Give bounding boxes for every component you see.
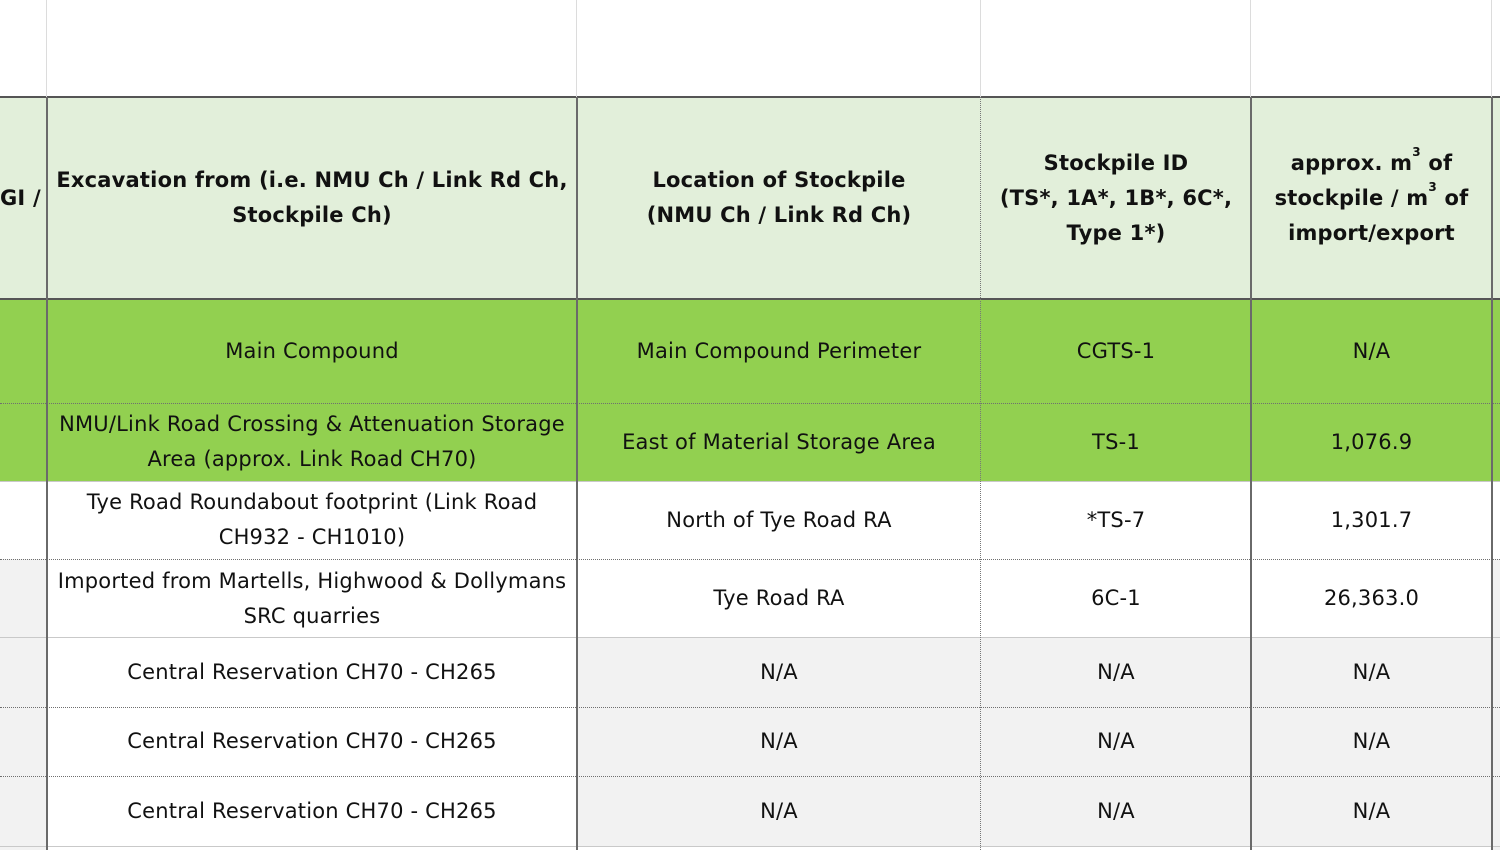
- gridline: [1491, 97, 1493, 850]
- row-7-stockpile-id[interactable]: [981, 776, 1251, 846]
- cell-text: 6C-1: [1091, 586, 1141, 610]
- row-7-location[interactable]: [577, 776, 981, 846]
- row-3-left-cell[interactable]: [0, 481, 47, 559]
- row-3-right-cell[interactable]: [1492, 481, 1500, 559]
- cell-text: East of Material Storage Area: [622, 429, 936, 454]
- cell-text: 1,076.9: [1330, 429, 1413, 454]
- header-stockpile-id[interactable]: [981, 97, 1251, 299]
- gridline: [980, 97, 981, 850]
- row-4-right-cell[interactable]: [1492, 559, 1500, 638]
- row-2-excavation-from[interactable]: [47, 403, 577, 481]
- row-1-volume[interactable]: [1251, 299, 1492, 403]
- gridline: [0, 298, 1500, 300]
- cell-text: *TS-7: [1086, 507, 1146, 532]
- cell-text: North of Tye Road RA: [666, 507, 892, 532]
- row-1-excavation-from[interactable]: [47, 299, 577, 403]
- volume-text-a: approx. m: [1290, 150, 1413, 175]
- cell-text: 26,363.0: [1323, 586, 1420, 610]
- row-2-stockpile-id[interactable]: [981, 403, 1251, 481]
- header-partial-label: GI /: [0, 185, 41, 210]
- row-3-stockpile-id[interactable]: [981, 481, 1251, 559]
- cell-text: N/A: [760, 729, 798, 753]
- cell-text: N/A: [1352, 660, 1391, 684]
- row-3-excavation-from[interactable]: [47, 481, 577, 559]
- empty-cell[interactable]: [47, 0, 577, 97]
- cell-text: CGTS-1: [1076, 338, 1156, 363]
- cell-text: N/A: [760, 798, 798, 823]
- row-4-excavation-from[interactable]: [47, 559, 577, 638]
- volume-text-b: of stockpile / m: [1274, 150, 1453, 210]
- superscript-3: 3: [1428, 179, 1437, 194]
- cell-text: Central Reservation CH70 - CH265: [127, 729, 497, 753]
- row-5-excavation-from[interactable]: [47, 638, 577, 707]
- empty-cell[interactable]: [1251, 0, 1492, 97]
- gridline: [0, 637, 1500, 638]
- cell-text: N/A: [1352, 338, 1391, 363]
- gridline: [0, 707, 1500, 708]
- cell-text: Central Reservation CH70 - CH265: [127, 660, 497, 684]
- gridline: [0, 403, 1500, 404]
- row-3-location[interactable]: [577, 481, 981, 559]
- gridline: [0, 481, 1500, 482]
- row-7-right-cell[interactable]: [1492, 776, 1500, 850]
- superscript-3: 3: [1412, 144, 1421, 159]
- gridline: [1250, 0, 1251, 97]
- cell-text: Main Compound: [225, 338, 399, 363]
- header-excavation-from-label: Excavation from (i.e. NMU Ch / Link Rd Ch, Stockpile Ch): [56, 168, 568, 227]
- header-location-label: Location of Stockpile (NMU Ch / Link Rd Ch): [646, 168, 912, 227]
- empty-cell[interactable]: [0, 0, 47, 97]
- row-6-location[interactable]: [577, 707, 981, 776]
- gridline: [980, 0, 981, 97]
- empty-cell[interactable]: [1492, 0, 1500, 97]
- header-approx-volume[interactable]: [1251, 97, 1492, 299]
- gridline: [576, 97, 578, 850]
- gridline: [0, 559, 1500, 560]
- gridline: [1250, 97, 1252, 850]
- header-approx-volume-label: [1275, 146, 1469, 251]
- row-2-left-cell[interactable]: [0, 403, 47, 481]
- row-3-volume[interactable]: [1251, 481, 1492, 559]
- cell-text: Central Reservation CH70 - CH265: [127, 798, 497, 823]
- cell-text: N/A: [1097, 729, 1135, 753]
- row-4-stockpile-id[interactable]: [981, 559, 1251, 638]
- cell-text: N/A: [1352, 798, 1391, 823]
- gridline: [0, 96, 1500, 98]
- gridline: [1491, 0, 1492, 97]
- row-1-left-cell[interactable]: [0, 299, 47, 403]
- gridline: [0, 776, 1500, 777]
- gridline: [46, 97, 48, 850]
- row-7-volume[interactable]: [1251, 776, 1492, 846]
- cell-text: Imported from Martells, Highwood & Dollymans SRC quarries: [57, 568, 567, 628]
- row-6-stockpile-id[interactable]: [981, 707, 1251, 776]
- row-5-stockpile-id[interactable]: [981, 638, 1251, 707]
- cell-text: Main Compound Perimeter: [636, 338, 922, 363]
- cell-text: NMU/Link Road Crossing & Attenuation Storage Area (approx. Link Road CH70): [59, 412, 565, 471]
- cell-text: Tye Road RA: [713, 586, 845, 610]
- row-2-location[interactable]: [577, 403, 981, 481]
- gridline: [46, 0, 47, 97]
- row-2-right-cell[interactable]: [1492, 403, 1500, 481]
- row-7-left-cell[interactable]: [0, 776, 47, 850]
- gridline: [576, 0, 577, 97]
- header-cell-partial-right[interactable]: [1492, 97, 1500, 299]
- row-6-left-cell[interactable]: [0, 707, 47, 776]
- header-excavation-from[interactable]: [47, 97, 577, 299]
- row-4-volume[interactable]: [1251, 559, 1492, 638]
- row-5-left-cell[interactable]: [0, 638, 47, 707]
- cell-text: N/A: [1097, 798, 1135, 823]
- header-stockpile-id-label: Stockpile ID (TS*, 1A*, 1B*, 6C*, Type 1*): [999, 150, 1233, 245]
- row-5-volume[interactable]: [1251, 638, 1492, 707]
- row-6-right-cell[interactable]: [1492, 707, 1500, 776]
- header-cell-partial[interactable]: [0, 97, 47, 299]
- row-7-excavation-from[interactable]: [47, 776, 577, 846]
- row-4-location[interactable]: [577, 559, 981, 638]
- empty-cell[interactable]: [577, 0, 981, 97]
- row-5-location[interactable]: [577, 638, 981, 707]
- empty-cell[interactable]: [981, 0, 1251, 97]
- cell-text: N/A: [1097, 660, 1135, 684]
- cell-text: Tye Road Roundabout footprint (Link Road CH932 - CH1010): [86, 490, 538, 549]
- gridline: [0, 846, 1500, 847]
- row-2-volume[interactable]: [1251, 403, 1492, 481]
- row-1-location[interactable]: [577, 299, 981, 403]
- row-6-excavation-from[interactable]: [47, 707, 577, 776]
- cell-text: N/A: [1352, 729, 1391, 753]
- row-4-left-cell[interactable]: [0, 559, 47, 638]
- row-1-stockpile-id[interactable]: [981, 299, 1251, 403]
- cell-text: N/A: [760, 660, 798, 684]
- header-location-of-stockpile[interactable]: [577, 97, 981, 299]
- volume-text-c: of import/export: [1288, 185, 1469, 245]
- row-5-right-cell[interactable]: [1492, 638, 1500, 707]
- row-6-volume[interactable]: [1251, 707, 1492, 776]
- row-1-right-cell[interactable]: [1492, 299, 1500, 403]
- cell-text: 1,301.7: [1330, 507, 1413, 532]
- cell-text: TS-1: [1092, 429, 1140, 454]
